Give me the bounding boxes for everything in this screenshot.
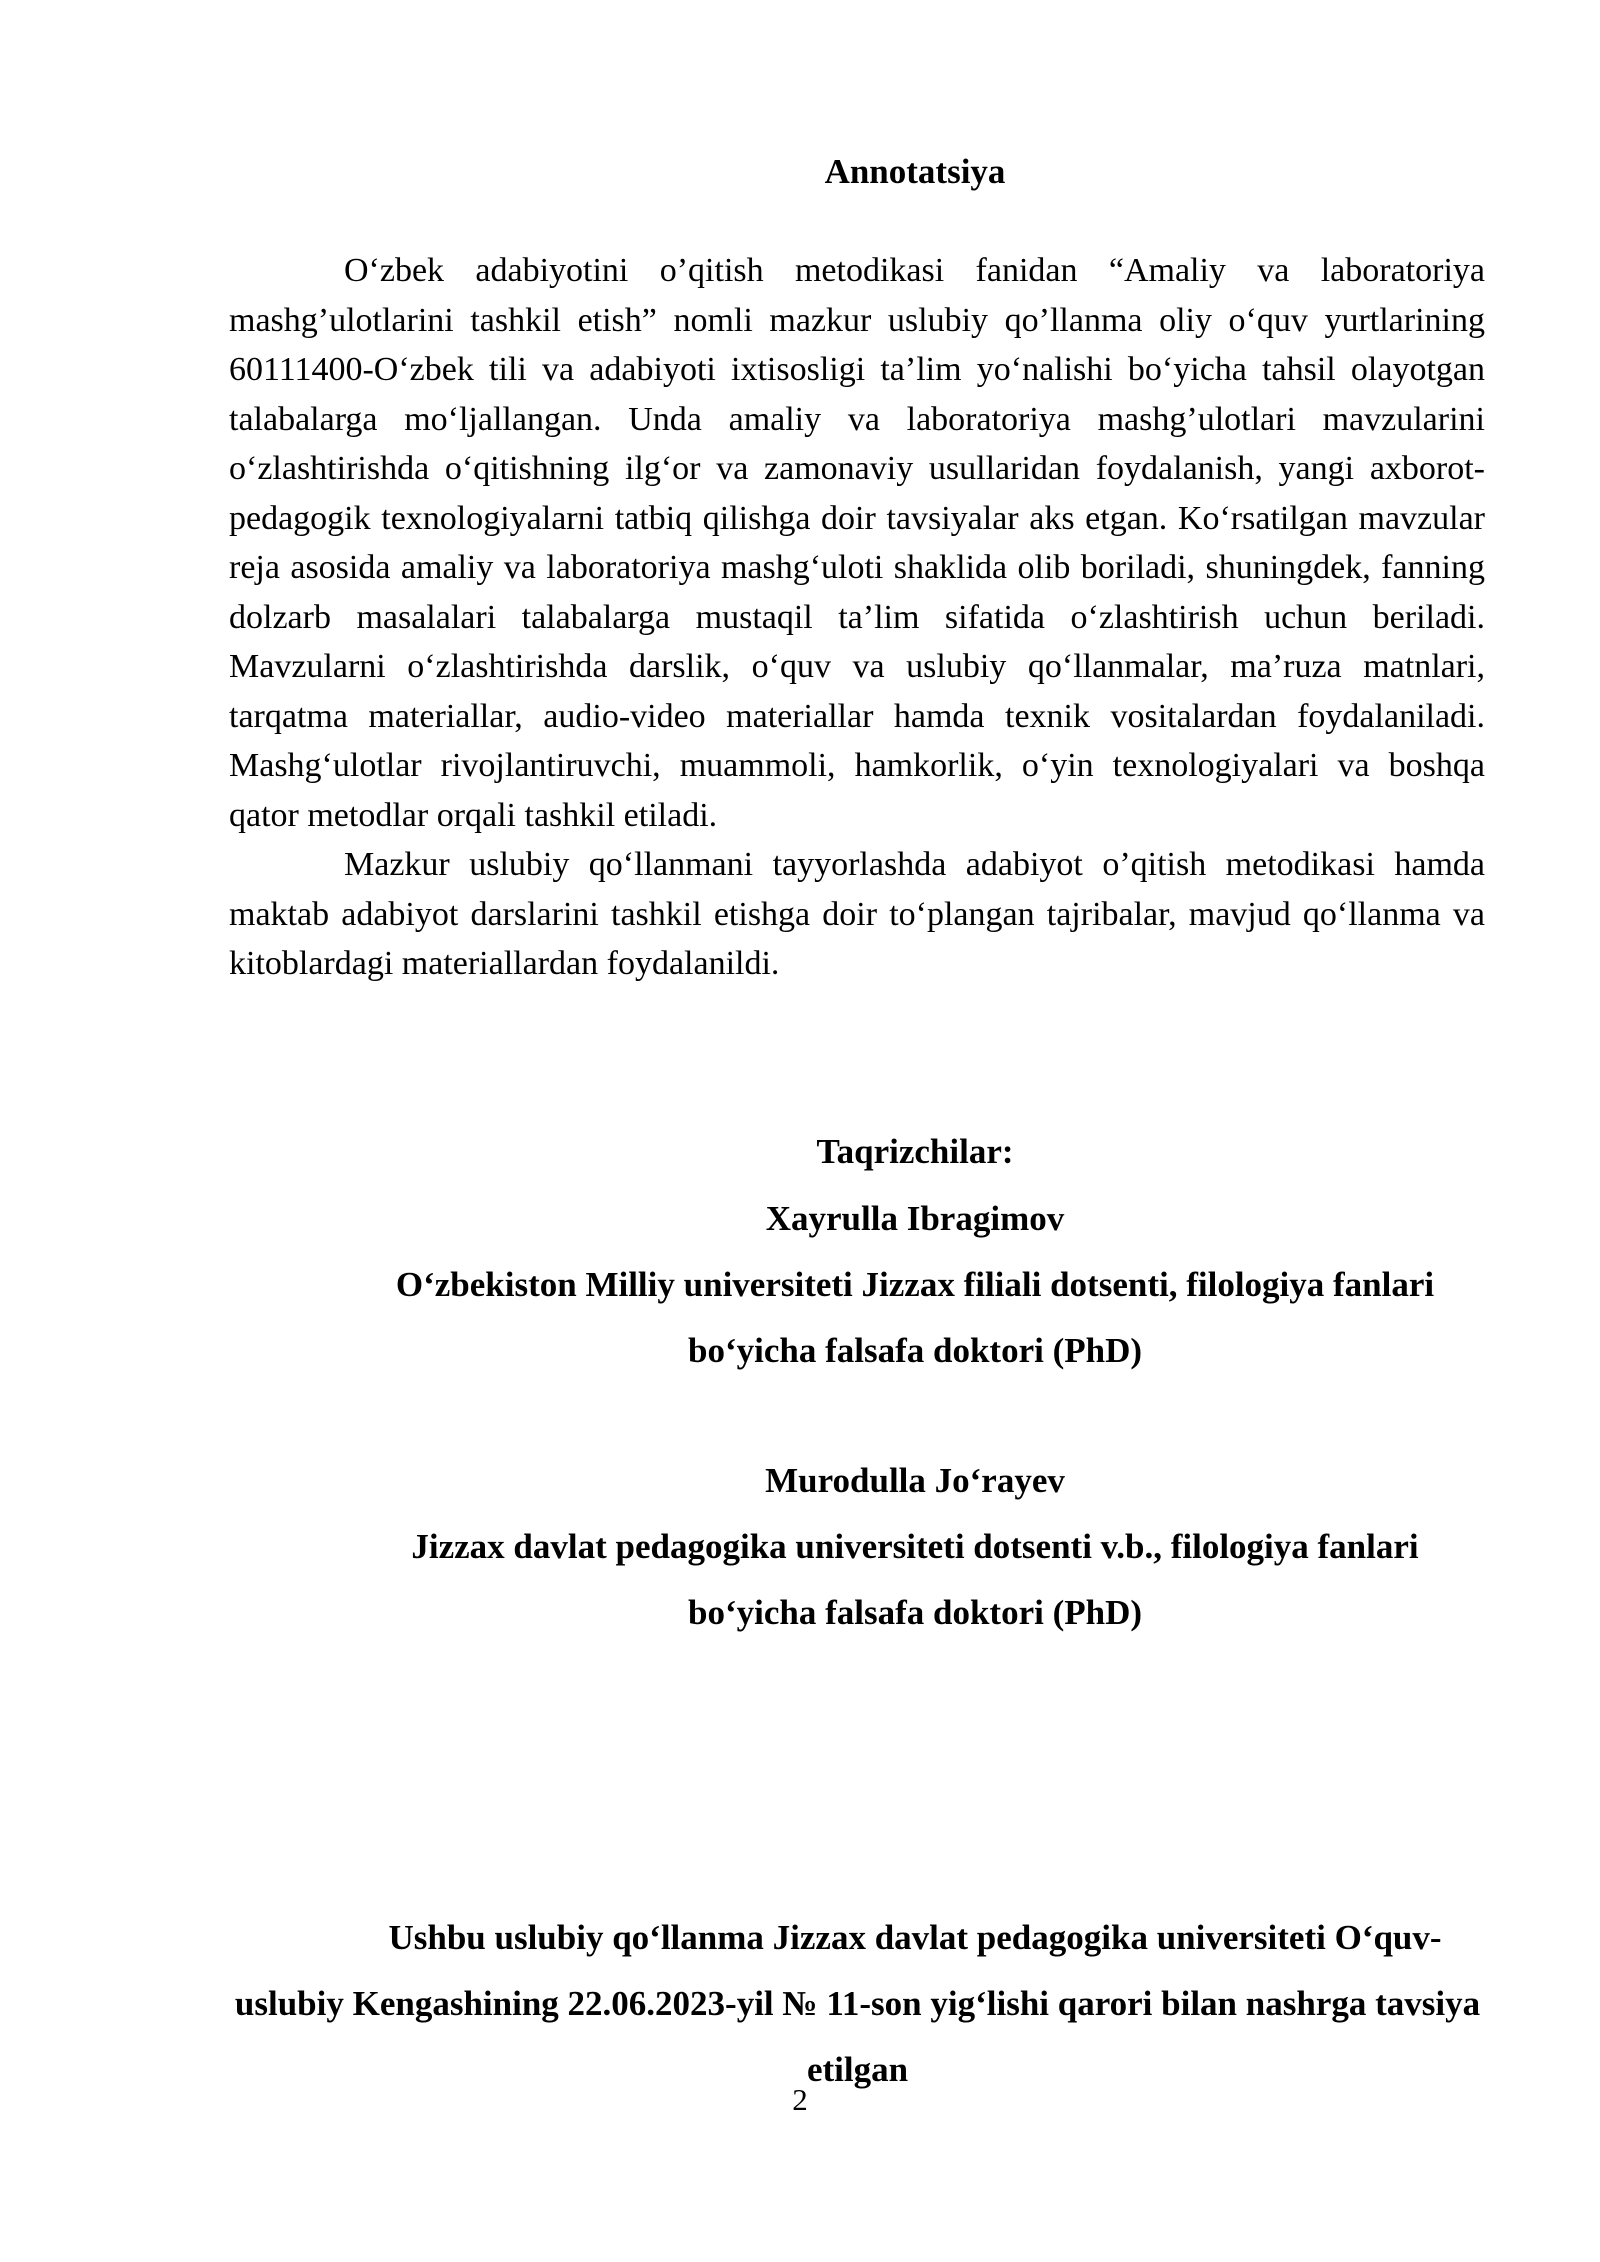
approval-text: Ushbu uslubiy qo‘llanma Jizzax davlat pedagogika universiteti O‘quv-uslubiy Kengashining 22.06.2023-yil № 11-son yig‘lishi qarori bilan nashrga tavsiya etilgan: [234, 1918, 1481, 2089]
reviewer-1-degree: bo‘yicha falsafa doktori (PhD): [687, 1331, 1143, 1370]
page-title: Annotatsiya: [824, 152, 1006, 191]
approval-note: [225, 1905, 1490, 2103]
reviewer-2-name: Murodulla Jo‘rayev: [765, 1461, 1065, 1500]
reviewer-1-name: Xayrulla Ibragimov: [765, 1199, 1065, 1238]
reviewer-2-position: Jizzax davlat pedagogika universiteti dotsenti v.b., filologiya fanlari: [411, 1527, 1419, 1566]
reviewer-1-position: O‘zbekiston Milliy universiteti Jizzax filiali dotsenti, filologiya fanlari: [395, 1265, 1435, 1304]
annotation-body: [229, 246, 1485, 989]
reviewers-heading: Taqrizchilar:: [816, 1132, 1014, 1171]
annotation-paragraph-2: Mazkur uslubiy qo‘llanmani tayyorlashda adabiyot o’qitish metodikasi hamda maktab adabiyot darslarini tashkil etishga doir to‘plangan tajribalar, mavjud qo‘llanma va kitoblardagi materiallardan foydalanildi.: [229, 846, 1485, 982]
reviewer-2-degree: bo‘yicha falsafa doktori (PhD): [687, 1593, 1143, 1632]
annotation-paragraph-1: O‘zbek adabiyotini o’qitish metodikasi fanidan “Amaliy va laboratoriya mashg’ulotlarini tashkil etish” nomli mazkur uslubiy qo’llanma oliy o‘quv yurtlarining 60111400-O‘zbek tili va adabiyoti ixtisosligi ta’lim yo‘nalishi bo‘yicha tahsil olayotgan talabalarga mo‘ljallangan. Unda amaliy va laboratoriya mashg’ulotlari mavzularini o‘zlashtirishda o‘qitishning ilg‘or va zamonaviy usullaridan foydalanish, yangi axborot-pedagogik texnologiyalarni tatbiq qilishga doir tavsiyalar aks etgan. Ko‘rsatilgan mavzular reja asosida amaliy va laboratoriya mashg‘uloti shaklida olib boriladi, shuningdek, fanning dolzarb masalalari talabalarga mustaqil ta’lim sifatida o‘zlashtirish uchun beriladi. Mavzularni o‘zlashtirishda darslik, o‘quv va uslubiy qo‘llanmalar, ma’ruza matnlari, tarqatma materiallar, audio-video materiallar hamda texnik vositalardan foydalaniladi. Mashg‘ulotlar rivojlantiruvchi, muammoli, hamkorlik, o‘yin texnologiyalari va boshqa qator metodlar orqali tashkil etiladi.: [229, 252, 1485, 834]
page-number: 2: [792, 2082, 808, 2117]
